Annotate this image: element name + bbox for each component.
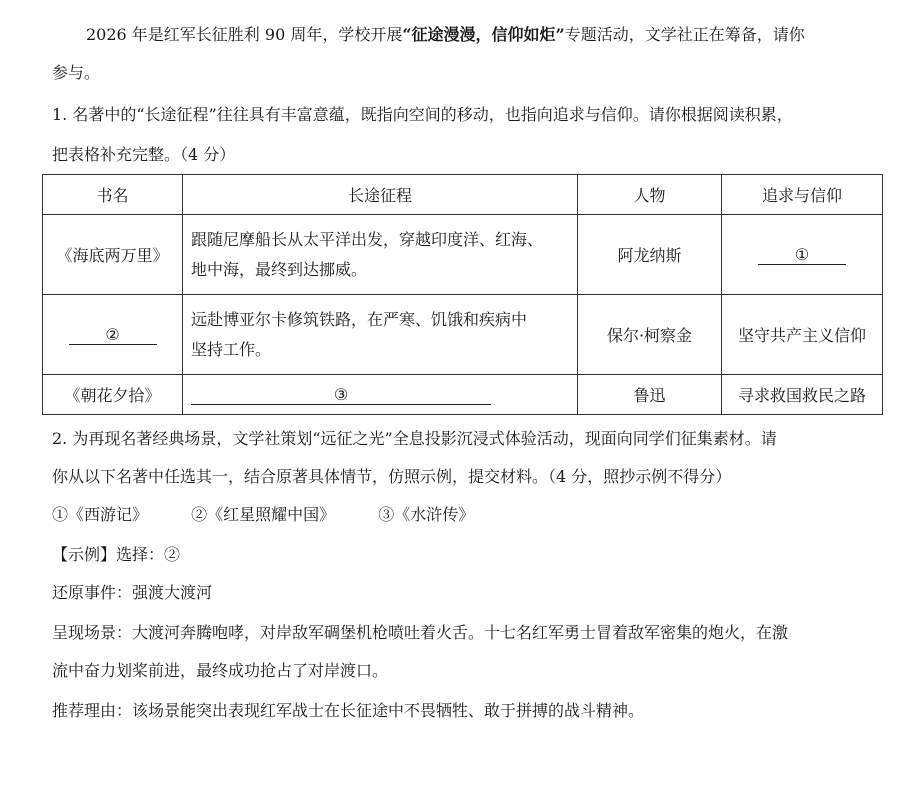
intro-line-1 (86, 24, 805, 46)
question-1-line-2: 把表格补充完整。（4 分） (52, 145, 236, 164)
example-event: 还原事件：强渡大渡河 (52, 583, 213, 602)
table-row (43, 215, 883, 295)
example-label: 【示例】选择：② (52, 545, 181, 564)
person-cell: 阿龙纳斯 (578, 215, 722, 295)
example-scene-line-2: 流中奋力划桨前进，最终成功抢占了对岸渡口。 (52, 661, 389, 680)
belief-cell (722, 215, 883, 295)
book-cell (43, 295, 183, 375)
book-cell: 《朝花夕拾》 (43, 375, 183, 415)
header-belief: 追求与信仰 (722, 175, 883, 215)
journey-text: 地中海，最终到达挪威。 (191, 259, 368, 279)
belief-cell: 坚守共产主义信仰 (722, 295, 883, 375)
question-2-line-2: 你从以下名著中任选其一，结合原著具体情节，仿照示例，提交材料。（4 分，照抄示例不得分） (52, 467, 732, 486)
header-person: 人物 (578, 175, 722, 215)
option-red-star: ②《红星照耀中国》 (191, 505, 336, 524)
example-reason: 推荐理由：该场景能突出表现红军战士在长征途中不畏牺牲、敢于拼搏的战斗精神。 (52, 701, 645, 720)
table-row (43, 295, 883, 375)
journey-cell (183, 215, 578, 295)
question-2-line-1: 2. 为再现名著经典场景，文学社策划“远征之光”全息投影沉浸式体验活动，现面向同学们征集素材。请 (52, 429, 777, 448)
theme-title: “征途漫漫，信仰如炬” (402, 25, 565, 44)
intro-line-2: 参与。 (52, 63, 101, 82)
person-cell: 保尔·柯察金 (578, 295, 722, 375)
journey-text: 坚持工作。 (191, 339, 272, 359)
answer-blank-3[interactable]: ③ (191, 386, 491, 405)
header-journey: 长途征程 (183, 175, 578, 215)
journey-cell (183, 295, 578, 375)
belief-cell: 寻求救国救民之路 (722, 375, 883, 415)
table-header-row (43, 175, 883, 215)
journey-text: 远赴博亚尔卡修筑铁路，在严寒、饥饿和疾病中 (191, 309, 528, 329)
journey-text: 跟随尼摩船长从太平洋出发，穿越印度洋、红海、 (191, 229, 544, 249)
book-cell: 《海底两万里》 (43, 215, 183, 295)
answer-blank-1[interactable]: ① (758, 246, 846, 265)
question-1-line-1: 1. 名著中的“长途征程”往往具有丰富意蕴，既指向空间的移动，也指向追求与信仰。请你根据阅读积累， (52, 105, 793, 124)
example-scene-line-1: 呈现场景：大渡河奔腾咆哮，对岸敌军碉堡机枪喷吐着火舌。十七名红军勇士冒着敌军密集的炮火，在激 (52, 623, 789, 642)
person-cell: 鲁迅 (578, 375, 722, 415)
answer-blank-2[interactable]: ② (69, 326, 157, 345)
journey-cell (183, 375, 578, 415)
intro-text-a: 2026 年是红军长征胜利 90 周年，学校开展 (86, 25, 403, 44)
table-row (43, 375, 883, 415)
journey-table (42, 174, 883, 415)
header-book: 书名 (43, 175, 183, 215)
intro-text-b: 专题活动，文学社正在筹备，请你 (564, 25, 805, 44)
option-xiyouji: ①《西游记》 (52, 505, 149, 524)
option-shuihu: ③《水浒传》 (378, 505, 475, 524)
book-options (52, 504, 474, 526)
